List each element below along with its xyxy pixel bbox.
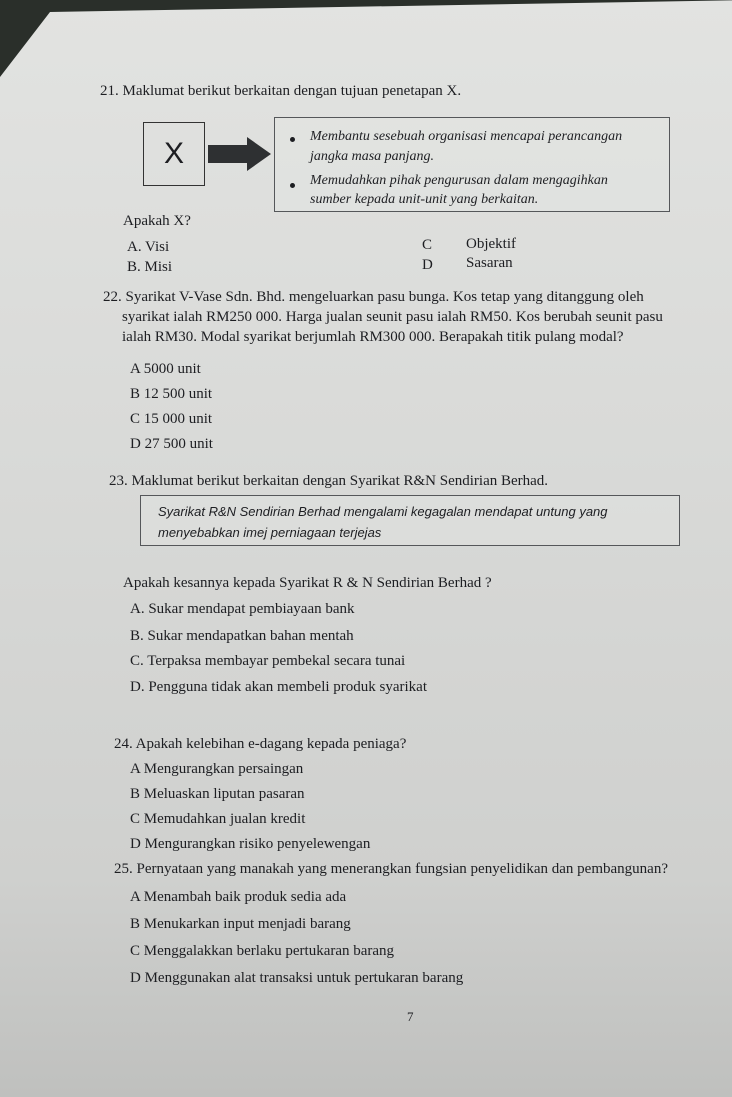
q21-bullet2-line2: sumber kepada unit-unit yang berkaitan. — [310, 192, 539, 207]
q23-option-b[interactable]: B. Sukar mendapatkan bahan mentah — [130, 628, 354, 644]
q21-option-c-text[interactable]: Objektif — [466, 236, 516, 252]
q22-option-c[interactable]: C 15 000 unit — [130, 411, 213, 427]
q23-option-c[interactable]: C. Terpaksa membayar pembekal secara tunai — [130, 653, 406, 669]
q22-option-d[interactable]: D 27 500 unit — [130, 436, 213, 452]
q21-bullet2-line1: Memudahkan pihak pengurusan dalam mengagihkan — [310, 173, 608, 188]
q24-option-d[interactable]: D Mengurangkan risiko penyelewengan — [130, 836, 371, 852]
q23-box-line2: menyebabkan imej perniagaan terjejas — [158, 525, 382, 540]
q21-option-d-text[interactable]: Sasaran — [466, 255, 513, 271]
q21-stem: 21. Maklumat berikut berkaitan dengan tujuan penetapan X. — [100, 83, 462, 99]
page-number: 7 — [407, 1009, 414, 1024]
q22-option-a[interactable]: A 5000 unit — [130, 361, 201, 377]
q25-option-a[interactable]: A Menambah baik produk sedia ada — [130, 889, 347, 905]
x-box-label: X — [163, 137, 184, 170]
q21-option-d-letter[interactable]: D — [422, 257, 433, 273]
q21-option-c-letter[interactable]: C — [422, 237, 433, 253]
q22-line1: 22. Syarikat V-Vase Sdn. Bhd. mengeluarkan pasu bunga. Kos tetap yang ditanggung oleh — [103, 289, 644, 305]
q24-option-a[interactable]: A Mengurangkan persaingan — [130, 761, 304, 777]
q21-option-a[interactable]: A. Visi — [127, 239, 170, 255]
q23-question: Apakah kesannya kepada Syarikat R & N Sendirian Berhad ? — [123, 575, 492, 591]
bullet-icon — [290, 137, 295, 142]
q24-option-b[interactable]: B Meluaskan liputan pasaran — [130, 786, 305, 802]
q21-bullet1-line2: jangka masa panjang. — [310, 149, 435, 164]
bullet-icon — [290, 183, 295, 188]
q21-option-b[interactable]: B. Misi — [127, 259, 173, 275]
x-box — [143, 122, 205, 186]
q23-box-line1: Syarikat R&N Sendirian Berhad mengalami kegagalan mendapat untung yang — [158, 504, 608, 519]
q21-question: Apakah X? — [123, 213, 191, 229]
q21-bullet1-line1: Membantu sesebuah organisasi mencapai perancangan — [310, 129, 623, 144]
q25-option-d[interactable]: D Menggunakan alat transaksi untuk pertukaran barang — [130, 970, 464, 986]
q22-option-b[interactable]: B 12 500 unit — [130, 386, 213, 402]
q25-stem: 25. Pernyataan yang manakah yang menerangkan fungsian penyelidikan dan pembangunan? — [114, 861, 668, 877]
q23-option-a[interactable]: A. Sukar mendapat pembiayaan bank — [130, 601, 355, 617]
arrow-head-icon — [247, 137, 271, 171]
q23-stem: 23. Maklumat berikut berkaitan dengan Syarikat R&N Sendirian Berhad. — [109, 473, 549, 489]
q22-line3: ialah RM30. Modal syarikat berjumlah RM300 000. Berapakah titik pulang modal? — [122, 329, 624, 345]
q24-stem: 24. Apakah kelebihan e-dagang kepada peniaga? — [114, 736, 407, 752]
q22-line2: syarikat ialah RM250 000. Harga jualan seunit pasu ialah RM50. Kos berubah seunit pasu — [122, 309, 663, 325]
arrow-right-icon — [208, 145, 248, 163]
q23-option-d[interactable]: D. Pengguna tidak akan membeli produk syarikat — [130, 679, 428, 695]
q24-option-c[interactable]: C Memudahkan jualan kredit — [130, 811, 306, 827]
q25-option-c[interactable]: C Menggalakkan berlaku pertukaran barang — [130, 943, 395, 959]
q25-option-b[interactable]: B Menukarkan input menjadi barang — [130, 916, 351, 932]
